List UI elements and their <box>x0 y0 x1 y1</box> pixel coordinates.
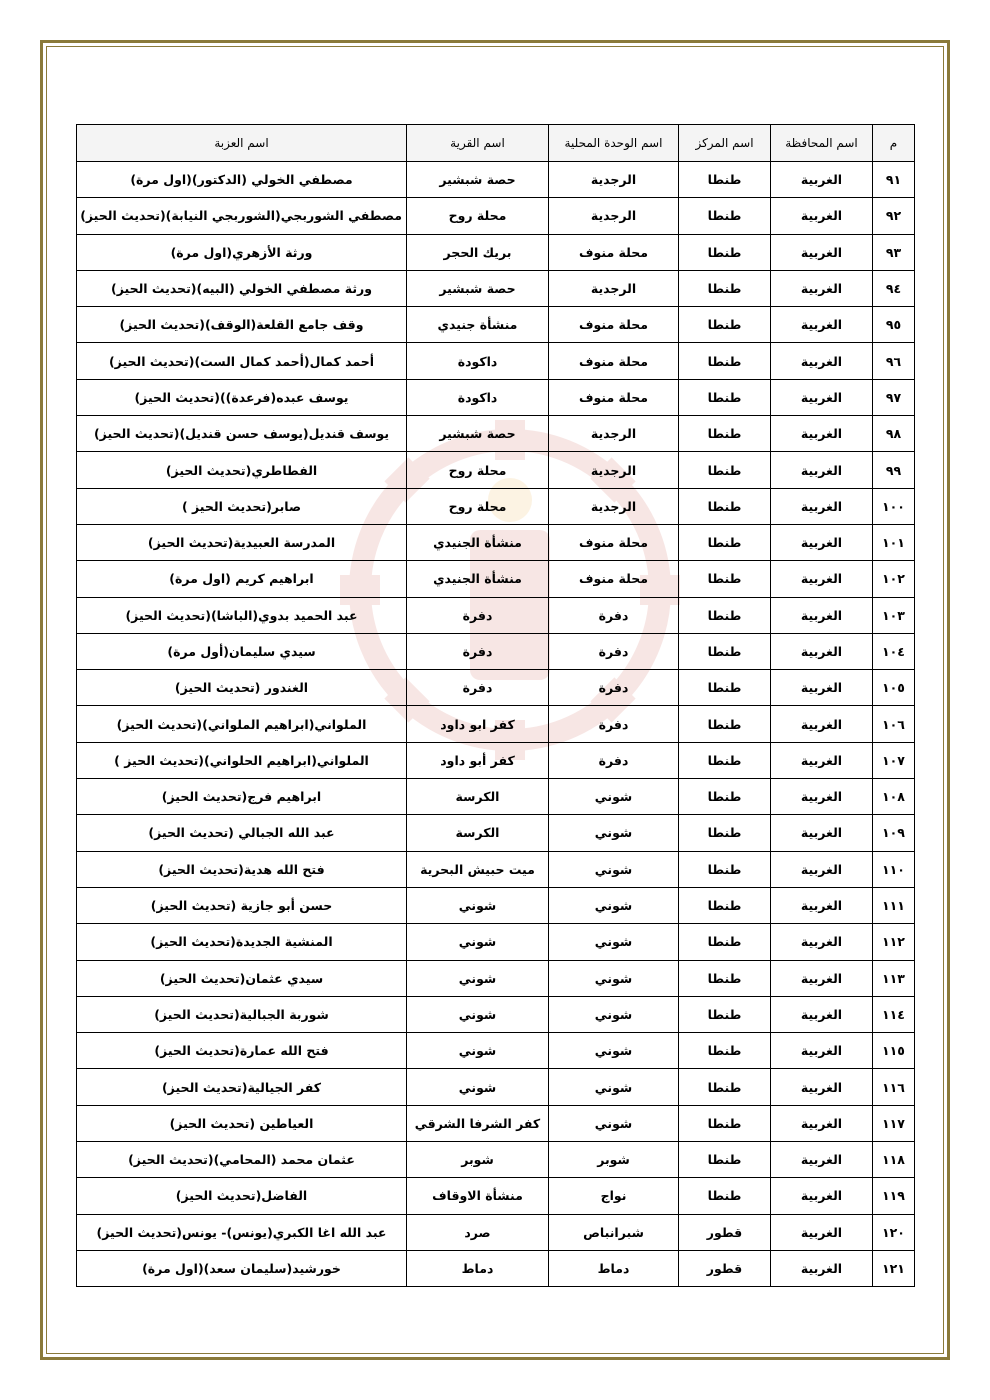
cell-village: محلة روح <box>407 198 549 234</box>
table-row <box>77 416 915 452</box>
cell-local-unit: دفرة <box>549 670 679 706</box>
cell-governorate: الغربية <box>771 779 873 815</box>
cell-local-unit: الرجدية <box>549 416 679 452</box>
cell-number: ١٠٢ <box>873 561 915 597</box>
cell-hamlet: صابر(تحديث الحيز ) <box>77 488 407 524</box>
cell-hamlet: مصطفي الخولي (الدكتور)(اول مرة) <box>77 162 407 198</box>
cell-village: محلة روح <box>407 452 549 488</box>
header-local-unit: اسم الوحدة المحلية <box>549 125 679 162</box>
cell-local-unit: محلة منوف <box>549 524 679 560</box>
cell-village: حصة شبشير <box>407 416 549 452</box>
table-row <box>77 379 915 415</box>
cell-number: ١١٩ <box>873 1178 915 1214</box>
table-row <box>77 488 915 524</box>
cell-governorate: الغربية <box>771 524 873 560</box>
cell-hamlet: أحمد كمال(أحمد كمال الست)(تحديث الحيز) <box>77 343 407 379</box>
cell-hamlet: الفطاطري(تحديث الحيز) <box>77 452 407 488</box>
cell-center: طنطا <box>679 779 771 815</box>
cell-center: طنطا <box>679 924 771 960</box>
cell-village: شوني <box>407 924 549 960</box>
cell-governorate: الغربية <box>771 379 873 415</box>
table-row <box>77 524 915 560</box>
cell-local-unit: نواج <box>549 1178 679 1214</box>
table-row <box>77 996 915 1032</box>
cell-number: ١٠٧ <box>873 742 915 778</box>
cell-governorate: الغربية <box>771 1214 873 1250</box>
cell-village: داكودة <box>407 343 549 379</box>
cell-center: طنطا <box>679 524 771 560</box>
cell-governorate: الغربية <box>771 815 873 851</box>
cell-village: حصة شبشير <box>407 162 549 198</box>
cell-number: ١١٤ <box>873 996 915 1032</box>
table-row <box>77 1105 915 1141</box>
cell-village: منشأة جنيدي <box>407 307 549 343</box>
cell-center: طنطا <box>679 706 771 742</box>
cell-hamlet: الفاضل(تحديث الحيز) <box>77 1178 407 1214</box>
cell-governorate: الغربية <box>771 234 873 270</box>
cell-number: ٩٧ <box>873 379 915 415</box>
cell-center: طنطا <box>679 416 771 452</box>
cell-hamlet: ورثة الأزهري(اول مرة) <box>77 234 407 270</box>
cell-hamlet: الغندور (تحديث الحيز) <box>77 670 407 706</box>
table-row <box>77 887 915 923</box>
cell-local-unit: شوني <box>549 996 679 1032</box>
cell-local-unit: شوني <box>549 815 679 851</box>
cell-local-unit: الرجدية <box>549 198 679 234</box>
cell-governorate: الغربية <box>771 1178 873 1214</box>
table-row <box>77 815 915 851</box>
cell-governorate: الغربية <box>771 706 873 742</box>
cell-governorate: الغربية <box>771 162 873 198</box>
cell-hamlet: ورثة مصطفي الخولي (البيه)(تحديث الحيز) <box>77 270 407 306</box>
cell-village: دماط <box>407 1250 549 1286</box>
cell-governorate: الغربية <box>771 1033 873 1069</box>
cell-village: شوني <box>407 1033 549 1069</box>
table-row <box>77 633 915 669</box>
cell-hamlet: العياطين (تحديث الحيز) <box>77 1105 407 1141</box>
cell-governorate: الغربية <box>771 198 873 234</box>
cell-number: ١٠٠ <box>873 488 915 524</box>
cell-center: قطور <box>679 1214 771 1250</box>
cell-village: منشأة الجنيدي <box>407 524 549 560</box>
cell-village: داكودة <box>407 379 549 415</box>
cell-local-unit: شوني <box>549 960 679 996</box>
cell-hamlet: عبد الله اغا الكبري(يونس)- يونس(تحديث الحيز) <box>77 1214 407 1250</box>
cell-center: طنطا <box>679 742 771 778</box>
header-center: اسم المركز <box>679 125 771 162</box>
cell-center: طنطا <box>679 887 771 923</box>
cell-governorate: الغربية <box>771 270 873 306</box>
cell-village: شوني <box>407 960 549 996</box>
cell-local-unit: دفرة <box>549 706 679 742</box>
cell-hamlet: مصطفي الشوربجي(الشوربجي النيابة)(تحديث الحيز) <box>77 198 407 234</box>
cell-number: ١١٧ <box>873 1105 915 1141</box>
header-number: م <box>873 125 915 162</box>
header-governorate: اسم المحافظة <box>771 125 873 162</box>
cell-center: طنطا <box>679 633 771 669</box>
cell-number: ١٠٥ <box>873 670 915 706</box>
cell-governorate: الغربية <box>771 887 873 923</box>
cell-number: ٩٨ <box>873 416 915 452</box>
cell-center: طنطا <box>679 561 771 597</box>
cell-center: طنطا <box>679 488 771 524</box>
cell-local-unit: شوبر <box>549 1142 679 1178</box>
cell-center: طنطا <box>679 1069 771 1105</box>
cell-local-unit: محلة منوف <box>549 379 679 415</box>
cell-hamlet: خورشيد(سليمان سعد)(اول مرة) <box>77 1250 407 1286</box>
cell-local-unit: شوني <box>549 1069 679 1105</box>
table-row <box>77 1250 915 1286</box>
cell-village: كفر الشرفا الشرقي <box>407 1105 549 1141</box>
cell-village: شوني <box>407 1069 549 1105</box>
header-hamlet: اسم العزبة <box>77 125 407 162</box>
cell-center: طنطا <box>679 307 771 343</box>
cell-local-unit: محلة منوف <box>549 561 679 597</box>
table-row <box>77 779 915 815</box>
cell-governorate: الغربية <box>771 1250 873 1286</box>
cell-governorate: الغربية <box>771 742 873 778</box>
cell-local-unit: دفرة <box>549 597 679 633</box>
cell-governorate: الغربية <box>771 416 873 452</box>
cell-local-unit: شوني <box>549 779 679 815</box>
cell-local-unit: شوني <box>549 887 679 923</box>
cell-center: طنطا <box>679 597 771 633</box>
cell-number: ١١٠ <box>873 851 915 887</box>
cell-village: ميت حبيش البحرية <box>407 851 549 887</box>
table-row <box>77 270 915 306</box>
cell-governorate: الغربية <box>771 996 873 1032</box>
cell-village: دفرة <box>407 670 549 706</box>
cell-local-unit: الرجدية <box>549 162 679 198</box>
cell-number: ١١٢ <box>873 924 915 960</box>
cell-local-unit: شبرانباص <box>549 1214 679 1250</box>
cell-governorate: الغربية <box>771 307 873 343</box>
cell-governorate: الغربية <box>771 1142 873 1178</box>
cell-governorate: الغربية <box>771 924 873 960</box>
cell-governorate: الغربية <box>771 561 873 597</box>
cell-village: محلة روح <box>407 488 549 524</box>
cell-village: منشأة الاوقاف <box>407 1178 549 1214</box>
table-header-row <box>77 125 915 162</box>
cell-center: طنطا <box>679 1142 771 1178</box>
cell-local-unit: الرجدية <box>549 270 679 306</box>
cell-number: ١٠٣ <box>873 597 915 633</box>
cell-number: ٩٩ <box>873 452 915 488</box>
villages-table <box>76 124 915 1287</box>
cell-number: ٩٦ <box>873 343 915 379</box>
table-row <box>77 343 915 379</box>
table-row <box>77 924 915 960</box>
cell-governorate: الغربية <box>771 851 873 887</box>
cell-number: ٩٥ <box>873 307 915 343</box>
table-row <box>77 1178 915 1214</box>
cell-village: الكرسة <box>407 815 549 851</box>
cell-hamlet: الملواني(ابراهيم الملواني)(تحديث الحيز) <box>77 706 407 742</box>
cell-hamlet: المدرسة العبيدية(تحديث الحيز) <box>77 524 407 560</box>
table-row <box>77 1214 915 1250</box>
header-village: اسم القرية <box>407 125 549 162</box>
cell-governorate: الغربية <box>771 597 873 633</box>
cell-center: طنطا <box>679 996 771 1032</box>
cell-governorate: الغربية <box>771 488 873 524</box>
cell-governorate: الغربية <box>771 670 873 706</box>
cell-local-unit: شوني <box>549 1105 679 1141</box>
cell-center: طنطا <box>679 198 771 234</box>
cell-center: طنطا <box>679 270 771 306</box>
table-row <box>77 198 915 234</box>
cell-local-unit: شوني <box>549 924 679 960</box>
cell-number: ١٠٤ <box>873 633 915 669</box>
cell-local-unit: شوني <box>549 851 679 887</box>
cell-governorate: الغربية <box>771 960 873 996</box>
cell-hamlet: حسن أبو جازية (تحديث الحيز) <box>77 887 407 923</box>
cell-number: ١١٥ <box>873 1033 915 1069</box>
cell-center: طنطا <box>679 452 771 488</box>
cell-hamlet: فتح الله عمارة(تحديث الحيز) <box>77 1033 407 1069</box>
table-row <box>77 561 915 597</box>
cell-village: كفر أبو داود <box>407 742 549 778</box>
cell-number: ٩١ <box>873 162 915 198</box>
cell-center: طنطا <box>679 851 771 887</box>
cell-number: ١٢١ <box>873 1250 915 1286</box>
cell-local-unit: شوني <box>549 1033 679 1069</box>
cell-hamlet: عبد الله الجبالي (تحديث الحيز) <box>77 815 407 851</box>
cell-number: ٩٤ <box>873 270 915 306</box>
cell-hamlet: وقف جامع القلعة(الوقف)(تحديث الحيز) <box>77 307 407 343</box>
cell-hamlet: الملواني(ابراهيم الحلواني)(تحديث الحيز ) <box>77 742 407 778</box>
cell-hamlet: سيدي عثمان(تحديث الحيز) <box>77 960 407 996</box>
cell-number: ١٢٠ <box>873 1214 915 1250</box>
table-body <box>77 162 915 1287</box>
cell-hamlet: ابراهيم كريم (اول مرة) <box>77 561 407 597</box>
cell-local-unit: محلة منوف <box>549 307 679 343</box>
cell-village: صرد <box>407 1214 549 1250</box>
cell-number: ٩٣ <box>873 234 915 270</box>
cell-center: طنطا <box>679 1178 771 1214</box>
cell-governorate: الغربية <box>771 1105 873 1141</box>
cell-number: ١١٣ <box>873 960 915 996</box>
cell-village: دفرة <box>407 597 549 633</box>
cell-hamlet: عبد الحميد بدوي(الباشا)(تحديث الحيز) <box>77 597 407 633</box>
cell-local-unit: الرجدية <box>549 452 679 488</box>
cell-village: الكرسة <box>407 779 549 815</box>
cell-number: ١٠٦ <box>873 706 915 742</box>
cell-village: منشأة الجنيدي <box>407 561 549 597</box>
cell-village: بريك الحجر <box>407 234 549 270</box>
cell-hamlet: يوسف عبده(فرعدة))(تحديث الحيز) <box>77 379 407 415</box>
cell-number: ١٠٩ <box>873 815 915 851</box>
cell-village: شوبر <box>407 1142 549 1178</box>
cell-number: ١١١ <box>873 887 915 923</box>
table-row <box>77 742 915 778</box>
cell-governorate: الغربية <box>771 343 873 379</box>
cell-village: دفرة <box>407 633 549 669</box>
cell-village: كفر ابو داود <box>407 706 549 742</box>
cell-local-unit: دماط <box>549 1250 679 1286</box>
cell-village: حصة شبشير <box>407 270 549 306</box>
cell-village: شوني <box>407 887 549 923</box>
cell-center: طنطا <box>679 162 771 198</box>
cell-hamlet: عثمان محمد (المحامي)(تحديث الحيز) <box>77 1142 407 1178</box>
table-row <box>77 307 915 343</box>
cell-hamlet: يوسف قنديل(يوسف حسن قنديل)(تحديث الحيز) <box>77 416 407 452</box>
cell-center: طنطا <box>679 343 771 379</box>
table-row <box>77 1142 915 1178</box>
cell-center: طنطا <box>679 960 771 996</box>
table-row <box>77 597 915 633</box>
cell-number: ٩٢ <box>873 198 915 234</box>
cell-center: طنطا <box>679 670 771 706</box>
cell-number: ١٠١ <box>873 524 915 560</box>
cell-center: طنطا <box>679 379 771 415</box>
table-row <box>77 1033 915 1069</box>
cell-hamlet: سيدي سليمان(أول مرة) <box>77 633 407 669</box>
table-row <box>77 162 915 198</box>
cell-governorate: الغربية <box>771 633 873 669</box>
cell-center: طنطا <box>679 1105 771 1141</box>
cell-center: طنطا <box>679 1033 771 1069</box>
cell-hamlet: المنشية الجديدة(تحديث الحيز) <box>77 924 407 960</box>
cell-village: شوني <box>407 996 549 1032</box>
cell-center: طنطا <box>679 815 771 851</box>
table-row <box>77 706 915 742</box>
cell-hamlet: فتح الله هدية(تحديث الحيز) <box>77 851 407 887</box>
cell-local-unit: دفرة <box>549 633 679 669</box>
cell-number: ١١٨ <box>873 1142 915 1178</box>
table-row <box>77 234 915 270</box>
cell-local-unit: الرجدية <box>549 488 679 524</box>
cell-local-unit: دفرة <box>549 742 679 778</box>
cell-number: ١٠٨ <box>873 779 915 815</box>
table-row <box>77 960 915 996</box>
table-row <box>77 1069 915 1105</box>
cell-center: قطور <box>679 1250 771 1286</box>
cell-governorate: الغربية <box>771 452 873 488</box>
cell-hamlet: شوربة الجبالية(تحديث الحيز) <box>77 996 407 1032</box>
table-row <box>77 851 915 887</box>
cell-number: ١١٦ <box>873 1069 915 1105</box>
cell-center: طنطا <box>679 234 771 270</box>
cell-local-unit: محلة منوف <box>549 234 679 270</box>
table-row <box>77 452 915 488</box>
cell-hamlet: ابراهيم فرج(تحديث الحيز) <box>77 779 407 815</box>
cell-hamlet: كفر الجيالية(تحديث الحيز) <box>77 1069 407 1105</box>
cell-governorate: الغربية <box>771 1069 873 1105</box>
cell-local-unit: محلة منوف <box>549 343 679 379</box>
table-row <box>77 670 915 706</box>
